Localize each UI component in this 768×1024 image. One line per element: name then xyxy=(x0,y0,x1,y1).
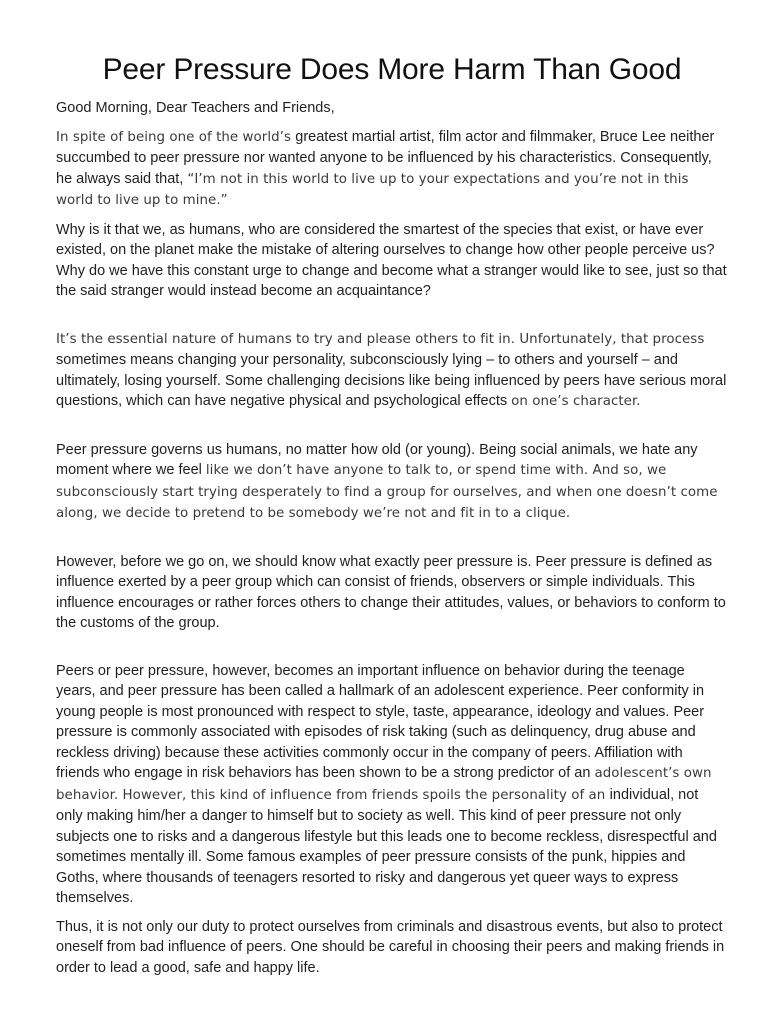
paragraph-6-part-c: individual, not only making him/her a danger to himself but to society as well. This kind of peer pressure not only subjects one to risks and a dangerous lifestyle but this leads one to become reckless, disrespectful and sometimes mentally ill. Some famous examples of peer pressure consists of the punk, hippies and Goths, where thousands of teenagers resorted to risky and dangerous yet queer ways to express themselves. xyxy=(56,786,717,906)
paragraph-1 xyxy=(56,127,728,212)
paragraph-3-part-b: sometimes means changing your personality, subconsciously lying – to others and yourself – and ultimately, losing yourself. Some challenging decisions like being influenced by peers have serious moral questions, which can have negative physical and psychological effects xyxy=(56,352,727,409)
page-title: Peer Pressure Does More Harm Than Good xyxy=(102,53,682,86)
paragraph-3-part-a: It’s the essential nature of humans to try and please others to fit in. Unfortunately, that process xyxy=(56,331,705,347)
paragraph-1-part-b: greatest martial artist, film actor and filmmaker, Bruce Lee neither succumbed to peer pressure nor wanted anyone to be influenced by his characteristics. Consequently, he always said that, xyxy=(56,128,715,187)
paragraph-3-part-c: on one’s character. xyxy=(511,394,641,409)
paragraph-4-part-b: like we don’t have anyone to talk to, or spend time with. And so, we subconsciously start trying desperately to find a group for ourselves, and when one doesn’t come along, we decide to pretend to be somebody we’re not and fit in to a clique. xyxy=(56,463,718,521)
greeting: Good Morning, Dear Teachers and Friends, xyxy=(56,100,335,116)
paragraph-4-part-a: Peer pressure governs us humans, no matter how old (or young). Being social animals, we hate any moment where we feel xyxy=(56,441,698,478)
paragraph-6 xyxy=(56,661,728,909)
paragraph-6-part-b: adolescent’s own behavior. However, this kind of influence from friends spoils the personality of an xyxy=(56,766,712,803)
paragraph-6-part-a: Peers or peer pressure, however, becomes an important influence on behavior during the teenage years, and peer pressure has been called a hallmark of an adolescent experience. Peer conformity in young people is most pronounced with respect to style, taste, appearance, ideology and values. Peer pressure is commonly associated with episodes of risk taking (such as delinquency, drug abuse and reckless driving) because these activities commonly occur in the company of peers. Affiliation with friends who engage in risk behaviors has been shown to be a strong predictor of an xyxy=(56,662,705,781)
paragraph-4 xyxy=(56,440,728,525)
paragraph-7: Thus, it is not only our duty to protect ourselves from criminals and disastrous events, but also to protect oneself from bad influence of peers. One should be careful in choosing their peers and making friends in order to lead a good, safe and happy life. xyxy=(56,918,725,976)
paragraph-1-quote: “I’m not in this world to live up to your expectations and you’re not in this world to live up to mine.” xyxy=(56,171,689,208)
paragraph-5: However, before we go on, we should know what exactly peer pressure is. Peer pressure is defined as influence exerted by a peer group which can consist of friends, observers or simple individuals. This influence encourages or rather forces others to change their attitudes, values, or behaviors to conform to the customs of the group. xyxy=(56,553,726,631)
paragraph-3 xyxy=(56,329,728,413)
paragraph-1-part-a: In spite of being one of the world’s xyxy=(56,129,296,145)
paragraph-2: Why is it that we, as humans, who are considered the smartest of the species that exist, or have ever existed, on the planet make the mistake of altering ourselves to change how other people perceive us? Why do we have this constant urge to change and become what a stranger would like to see, just so that the said stranger would instead become an acquaintance? xyxy=(56,221,727,299)
